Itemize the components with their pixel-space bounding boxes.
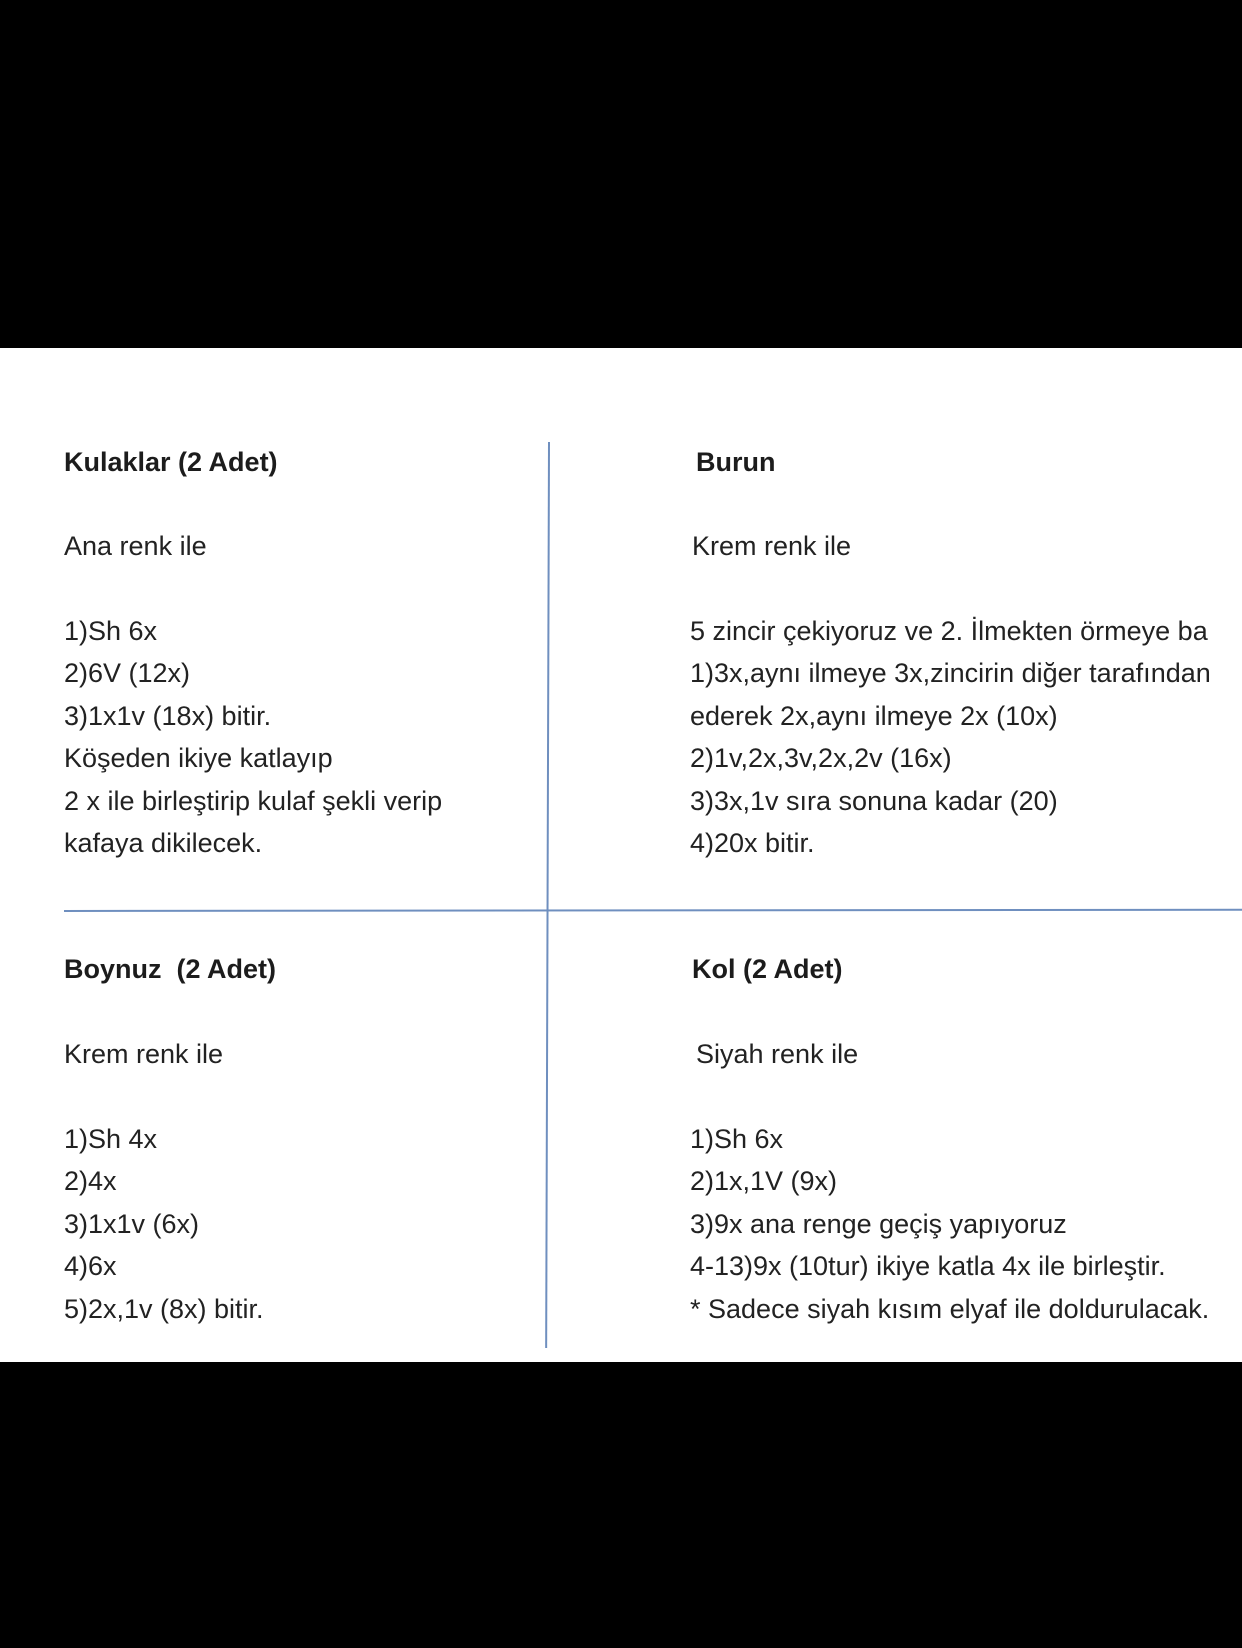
section-color-note: Krem renk ile bbox=[692, 531, 852, 561]
step-list bbox=[690, 1118, 1209, 1330]
step-list bbox=[64, 610, 442, 864]
section-title: Boynuz (2 Adet) bbox=[64, 954, 276, 984]
step-line: ederek 2x,aynı ilmeye 2x (10x) bbox=[690, 700, 1058, 731]
vertical-divider bbox=[545, 442, 550, 1348]
horizontal-divider bbox=[64, 909, 1242, 912]
step-list bbox=[690, 610, 1211, 864]
step-line: 1)Sh 6x bbox=[690, 1124, 784, 1154]
section-title: Kulaklar (2 Adet) bbox=[64, 447, 278, 477]
step-line: 1)Sh 6x bbox=[64, 616, 158, 646]
step-line: 3)3x,1v sıra sonuna kadar (20) bbox=[690, 785, 1058, 816]
step-line: 5)2x,1v (8x) bitir. bbox=[64, 1293, 264, 1324]
step-line: 3)1x1v (6x) bbox=[64, 1208, 200, 1239]
pattern-sheet bbox=[0, 348, 1242, 1362]
step-line: 3)9x ana renge geçiş yapıyoruz bbox=[690, 1208, 1067, 1239]
section-color-note: Ana renk ile bbox=[64, 531, 207, 561]
step-line: kafaya dikilecek. bbox=[64, 828, 263, 859]
step-line: 3)1x1v (18x) bitir. bbox=[64, 700, 272, 731]
step-line: Köşeden ikiye katlayıp bbox=[64, 743, 333, 774]
step-line: 4)20x bitir. bbox=[690, 828, 815, 859]
step-line: 2 x ile birleştirip kulaf şekli verip bbox=[64, 785, 443, 816]
step-line: 2)1v,2x,3v,2x,2v (16x) bbox=[690, 743, 952, 774]
step-line: 1)3x,aynı ilmeye 3x,zincirin diğer tarafından bbox=[690, 658, 1211, 689]
step-line: 4-13)9x (10tur) ikiye katla 4x ile birleştir. bbox=[690, 1251, 1166, 1282]
step-line: 2)1x,1V (9x) bbox=[690, 1166, 838, 1197]
step-line: * Sadece siyah kısım elyaf ile doldurulacak. bbox=[690, 1293, 1210, 1324]
step-line: 2)6V (12x) bbox=[64, 658, 191, 689]
section-title: Burun bbox=[696, 447, 776, 477]
step-line: 2)4x bbox=[64, 1166, 117, 1197]
section-color-note: Krem renk ile bbox=[64, 1039, 224, 1069]
step-line: 5 zincir çekiyoruz ve 2. İlmekten örmeye ba bbox=[690, 616, 1208, 646]
section-title: Kol (2 Adet) bbox=[692, 954, 843, 984]
step-line: 1)Sh 4x bbox=[64, 1124, 158, 1154]
step-line: 4)6x bbox=[64, 1251, 117, 1282]
section-color-note: Siyah renk ile bbox=[696, 1039, 859, 1069]
step-list bbox=[64, 1118, 264, 1330]
